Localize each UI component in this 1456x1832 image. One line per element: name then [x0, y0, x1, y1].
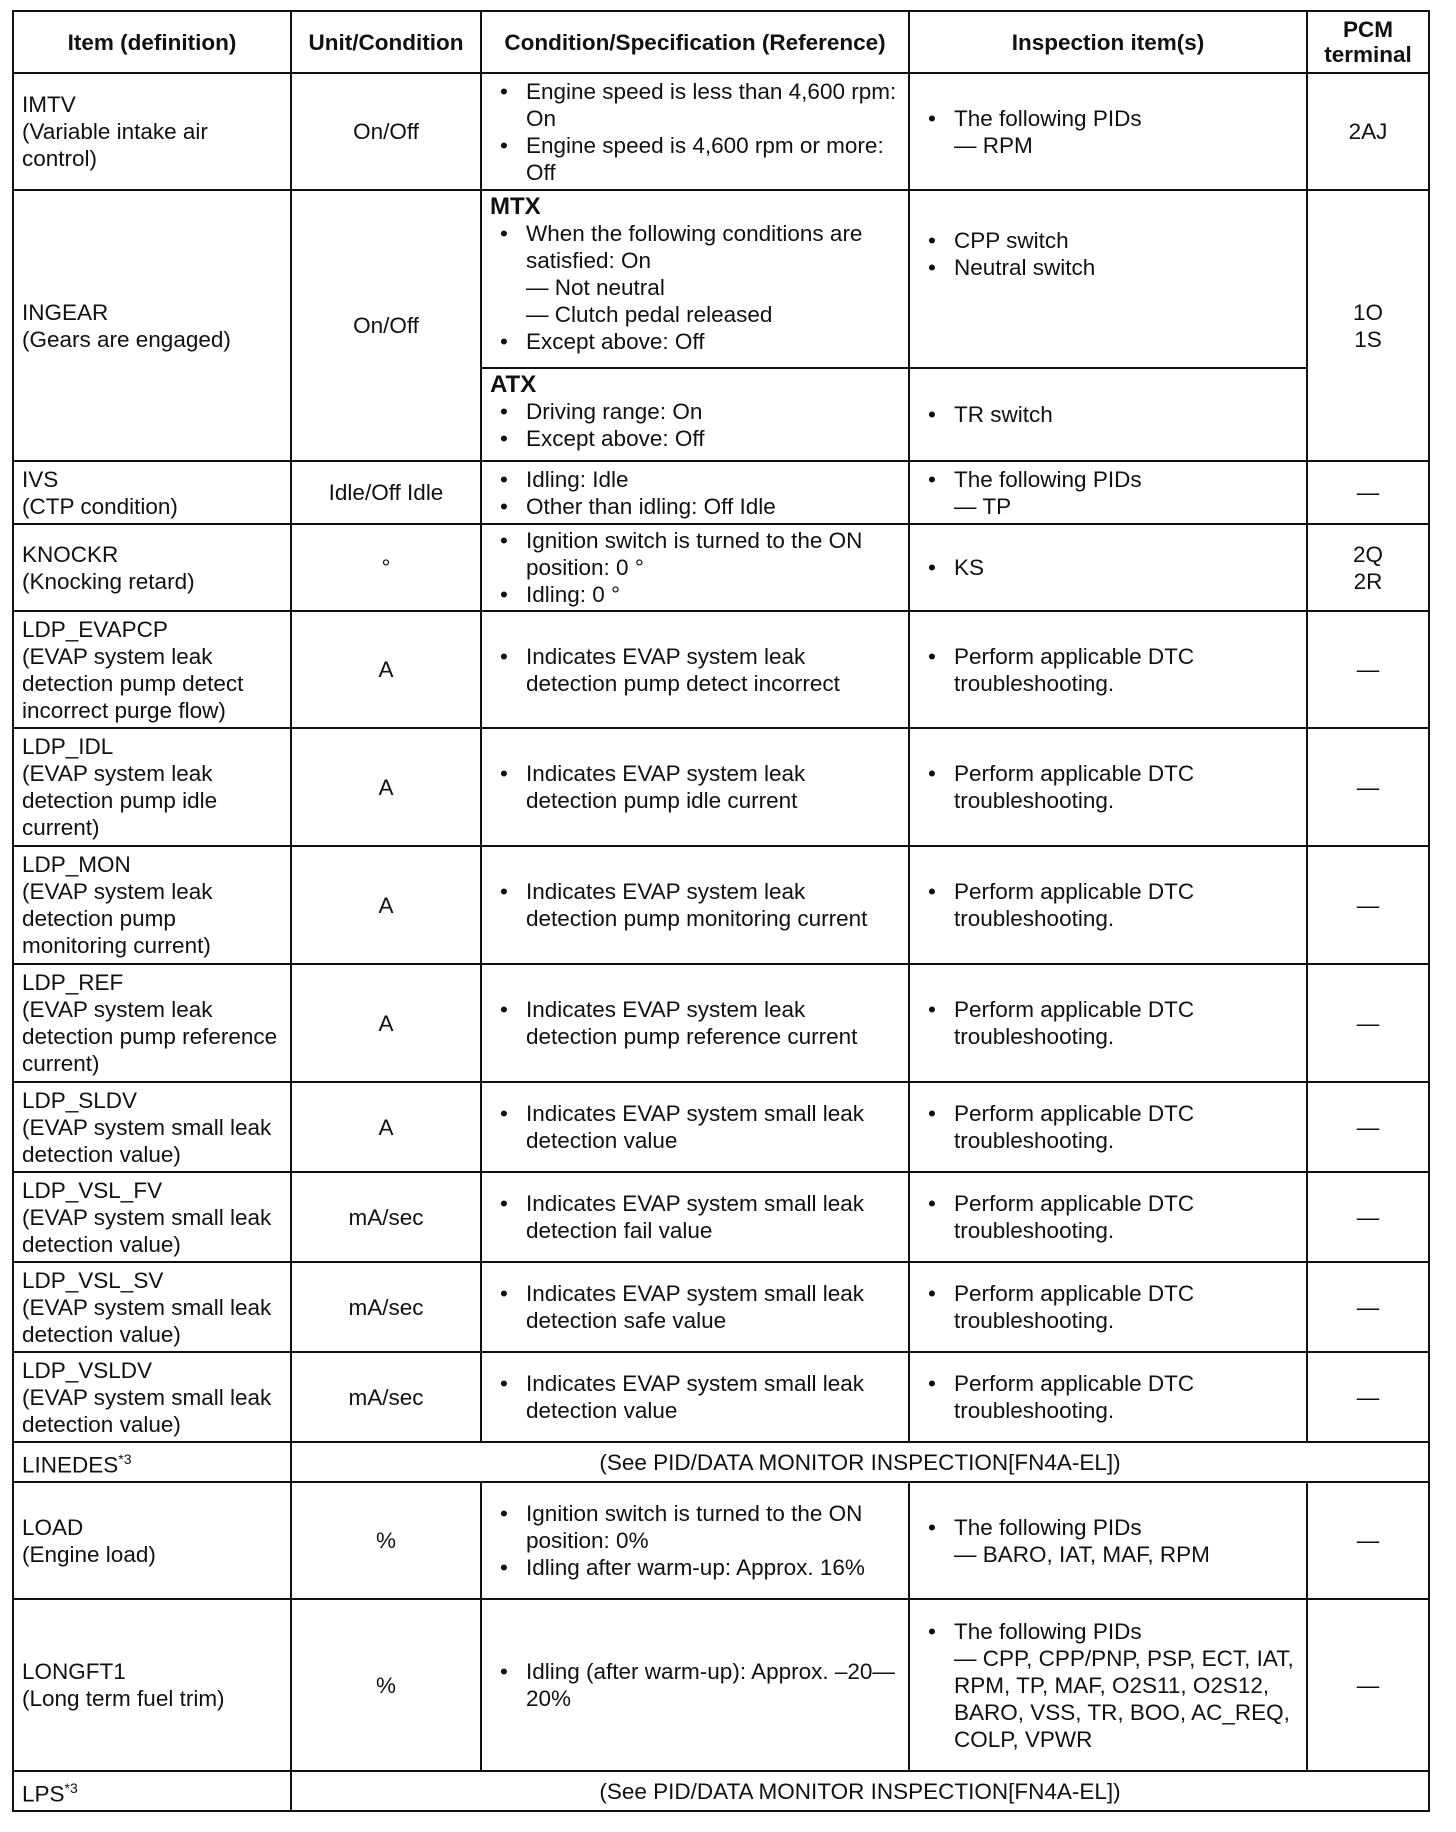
pid-name: KNOCKR	[22, 541, 119, 567]
pid-definition: (EVAP system leak detection pump reference current)	[22, 997, 278, 1076]
see-reference-cell: (See PID/DATA MONITOR INSPECTION[FN4A-EL])	[291, 1771, 1429, 1811]
inspection-subitem: — RPM	[954, 132, 1033, 158]
inspection-item: • Perform applicable DTC troubleshooting.	[918, 1280, 1298, 1334]
condition-item: • When the following conditions are satisfied: On	[490, 220, 900, 274]
pcm-cell: —	[1307, 728, 1429, 846]
condition-cell	[481, 524, 909, 611]
condition-cell	[481, 846, 909, 964]
condition-cell	[481, 368, 909, 461]
pcm-cell: —	[1307, 1352, 1429, 1442]
pid-definition: (EVAP system leak detection pump monitoring current)	[22, 879, 213, 958]
section-label-mtx: MTX	[490, 193, 541, 220]
pid-definition: (EVAP system leak detection pump detect incorrect purge flow)	[22, 643, 244, 723]
condition-cell	[481, 1082, 909, 1172]
condition-item: • Except above: Off	[490, 328, 900, 355]
item-cell	[13, 1262, 291, 1352]
condition-cell	[481, 190, 909, 368]
pcm-cell: —	[1307, 611, 1429, 728]
pid-name: LDP_SLDV	[22, 1087, 138, 1113]
unit-cell: mA/sec	[291, 1352, 481, 1442]
pid-definition: (CTP condition)	[22, 493, 178, 519]
table-row	[13, 1172, 1429, 1262]
pid-name: LPS	[22, 1781, 65, 1807]
inspection-item: • KS	[918, 554, 1298, 581]
condition-item: • Indicates EVAP system leak detection pump reference current	[490, 996, 900, 1050]
table-row	[13, 73, 1429, 190]
condition-item: • Ignition switch is turned to the ON position: 0 °	[490, 527, 900, 581]
pid-definition: (EVAP system small leak detection value)	[22, 1204, 272, 1257]
inspection-item: • The following PIDs	[918, 1514, 1298, 1541]
table-row	[13, 1082, 1429, 1172]
inspection-cell	[909, 611, 1307, 728]
unit-cell: mA/sec	[291, 1172, 481, 1262]
inspection-cell	[909, 1599, 1307, 1771]
pid-definition: (EVAP system small leak detection value)	[22, 1294, 272, 1347]
footnote-marker: *3	[64, 1779, 78, 1796]
table-row	[13, 611, 1429, 728]
table-row	[13, 728, 1429, 846]
item-cell	[13, 190, 291, 461]
item-cell	[13, 1352, 291, 1442]
pcm-cell: 1O 1S	[1307, 190, 1429, 461]
condition-item: • Indicates EVAP system small leak detection safe value	[490, 1280, 900, 1334]
pid-definition: (EVAP system small leak detection value)	[22, 1114, 272, 1167]
header-row	[13, 11, 1429, 73]
unit-cell: A	[291, 846, 481, 964]
condition-item: • Indicates EVAP system leak detection pump idle current	[490, 760, 900, 814]
inspection-item: • The following PIDs	[918, 1618, 1298, 1645]
condition-item: • Except above: Off	[490, 425, 900, 452]
inspection-cell	[909, 190, 1307, 368]
inspection-cell	[909, 728, 1307, 846]
table-row	[13, 1771, 1429, 1811]
pcm-cell: —	[1307, 1082, 1429, 1172]
pid-name: LDP_IDL	[22, 734, 114, 759]
inspection-subitem: — TP	[954, 493, 1012, 519]
condition-cell	[481, 728, 909, 846]
inspection-cell	[909, 964, 1307, 1082]
pid-name: LDP_VSL_FV	[22, 1177, 163, 1203]
unit-cell: %	[291, 1599, 481, 1771]
condition-subitem: — Clutch pedal released	[526, 302, 773, 327]
header-item: Item (definition)	[13, 11, 291, 73]
unit-cell: A	[291, 964, 481, 1082]
inspection-cell	[909, 1352, 1307, 1442]
inspection-item: • The following PIDs	[918, 105, 1298, 132]
condition-item: • Idling: Idle	[490, 466, 900, 493]
unit-cell: %	[291, 1482, 481, 1599]
unit-cell: A	[291, 728, 481, 846]
pid-definition: (EVAP system small leak detection value)	[22, 1384, 272, 1437]
condition-cell	[481, 1172, 909, 1262]
table-row	[13, 461, 1429, 524]
condition-item: • Indicates EVAP system leak detection pump detect incorrect	[490, 643, 900, 697]
table-row	[13, 1442, 1429, 1482]
condition-item: • Idling: 0 °	[490, 581, 900, 608]
inspection-item: • Perform applicable DTC troubleshooting.	[918, 643, 1298, 697]
inspection-item: • Neutral switch	[918, 254, 1298, 281]
pcm-cell: —	[1307, 846, 1429, 964]
inspection-item: • TR switch	[918, 401, 1298, 428]
pid-definition: (Knocking retard)	[22, 568, 195, 594]
pcm-cell: —	[1307, 1482, 1429, 1599]
item-cell	[13, 728, 291, 846]
unit-cell: mA/sec	[291, 1262, 481, 1352]
see-reference-cell: (See PID/DATA MONITOR INSPECTION[FN4A-EL])	[291, 1442, 1429, 1482]
condition-item: • Indicates EVAP system leak detection pump monitoring current	[490, 878, 900, 932]
pid-definition: (Variable intake air control)	[22, 119, 208, 171]
pcm-cell: 2Q 2R	[1307, 524, 1429, 611]
inspection-item: • Perform applicable DTC troubleshooting.	[918, 760, 1298, 814]
table-row	[13, 846, 1429, 964]
unit-cell: On/Off	[291, 73, 481, 190]
inspection-cell	[909, 1172, 1307, 1262]
pid-spec-table	[12, 10, 1430, 1812]
unit-cell: Idle/Off Idle	[291, 461, 481, 524]
condition-cell	[481, 1482, 909, 1599]
table-row	[13, 1482, 1429, 1599]
condition-subitem: — Not neutral	[526, 275, 665, 300]
pid-definition: (Gears are engaged)	[22, 326, 231, 352]
table-row	[13, 1262, 1429, 1352]
inspection-cell	[909, 1482, 1307, 1599]
pcm-cell: —	[1307, 1599, 1429, 1771]
condition-item: • Idling after warm-up: Approx. 16%	[490, 1554, 900, 1581]
pid-name: LOAD	[22, 1514, 84, 1540]
inspection-cell	[909, 524, 1307, 611]
condition-cell	[481, 461, 909, 524]
inspection-cell	[909, 846, 1307, 964]
table-row	[13, 190, 1429, 368]
pid-definition: (Long term fuel trim)	[22, 1686, 225, 1711]
unit-cell: On/Off	[291, 190, 481, 461]
item-cell	[13, 73, 291, 190]
header-inspection: Inspection item(s)	[909, 11, 1307, 73]
pid-name: LONGFT1	[22, 1659, 126, 1684]
condition-cell	[481, 73, 909, 190]
inspection-cell	[909, 368, 1307, 461]
condition-item: • Other than idling: Off Idle	[490, 493, 900, 520]
pcm-cell: 2AJ	[1307, 73, 1429, 190]
condition-item: • Indicates EVAP system small leak detection fail value	[490, 1190, 900, 1244]
item-cell	[13, 1082, 291, 1172]
unit-cell: °	[291, 524, 481, 611]
pid-name: LDP_VSL_SV	[22, 1267, 164, 1293]
condition-item: • Driving range: On	[490, 398, 900, 425]
pid-name: IMTV	[22, 92, 76, 117]
pid-name: LDP_REF	[22, 970, 124, 995]
condition-cell	[481, 1352, 909, 1442]
header-pcm-terminal: PCM terminal	[1307, 11, 1429, 73]
pcm-cell: —	[1307, 964, 1429, 1082]
pid-definition: (Engine load)	[22, 1541, 156, 1567]
unit-cell: A	[291, 1082, 481, 1172]
inspection-cell	[909, 1262, 1307, 1352]
table-row	[13, 1599, 1429, 1771]
condition-cell	[481, 964, 909, 1082]
pcm-cell: —	[1307, 1262, 1429, 1352]
item-cell	[13, 524, 291, 611]
inspection-item: • CPP switch	[918, 227, 1298, 254]
inspection-cell	[909, 73, 1307, 190]
item-cell	[13, 1771, 291, 1811]
inspection-cell	[909, 1082, 1307, 1172]
condition-cell	[481, 1599, 909, 1771]
item-cell	[13, 611, 291, 728]
unit-cell: A	[291, 611, 481, 728]
inspection-item: • Perform applicable DTC troubleshooting.	[918, 1370, 1298, 1424]
item-cell	[13, 1172, 291, 1262]
inspection-item: • Perform applicable DTC troubleshooting.	[918, 878, 1298, 932]
item-cell	[13, 964, 291, 1082]
condition-cell	[481, 1262, 909, 1352]
item-cell	[13, 1442, 291, 1482]
pcm-cell: —	[1307, 461, 1429, 524]
inspection-item: • The following PIDs	[918, 466, 1298, 493]
condition-item: • Indicates EVAP system small leak detection value	[490, 1370, 900, 1424]
section-label-atx: ATX	[490, 371, 537, 398]
condition-cell	[481, 611, 909, 728]
header-condition: Condition/Specification (Reference)	[481, 11, 909, 73]
condition-item: • Engine speed is less than 4,600 rpm: On	[490, 78, 900, 132]
inspection-subitem: — BARO, IAT, MAF, RPM	[954, 1541, 1210, 1567]
table-row	[13, 964, 1429, 1082]
pid-name: INGEAR	[22, 299, 109, 325]
inspection-item: • Perform applicable DTC troubleshooting.	[918, 1190, 1298, 1244]
item-cell	[13, 846, 291, 964]
pid-name: LDP_MON	[22, 852, 131, 877]
footnote-marker: *3	[118, 1450, 132, 1467]
item-cell	[13, 1482, 291, 1599]
item-cell	[13, 461, 291, 524]
condition-item: • Idling (after warm-up): Approx. –20—20%	[490, 1658, 900, 1712]
table-row	[13, 1352, 1429, 1442]
condition-item: • Indicates EVAP system small leak detection value	[490, 1100, 900, 1154]
table-row	[13, 524, 1429, 611]
pid-name: LDP_VSLDV	[22, 1357, 153, 1383]
pid-name: IVS	[22, 466, 59, 492]
inspection-item: • Perform applicable DTC troubleshooting.	[918, 996, 1298, 1050]
condition-item: • Ignition switch is turned to the ON position: 0%	[490, 1500, 900, 1554]
inspection-item: • Perform applicable DTC troubleshooting.	[918, 1100, 1298, 1154]
pid-name: LINEDES	[22, 1452, 119, 1478]
pid-definition: (EVAP system leak detection pump idle current)	[22, 761, 218, 840]
inspection-cell	[909, 461, 1307, 524]
inspection-subitem: — CPP, CPP/PNP, PSP, ECT, IAT, RPM, TP, MAF, O2S11, O2S12, BARO, VSS, TR, BOO, AC_REQ, COLP, VPWR	[954, 1645, 1294, 1752]
pcm-cell: —	[1307, 1172, 1429, 1262]
condition-item: • Engine speed is 4,600 rpm or more: Off	[490, 132, 900, 186]
item-cell	[13, 1599, 291, 1771]
header-unit: Unit/Condition	[291, 11, 481, 73]
pid-name: LDP_EVAPCP	[22, 616, 168, 642]
